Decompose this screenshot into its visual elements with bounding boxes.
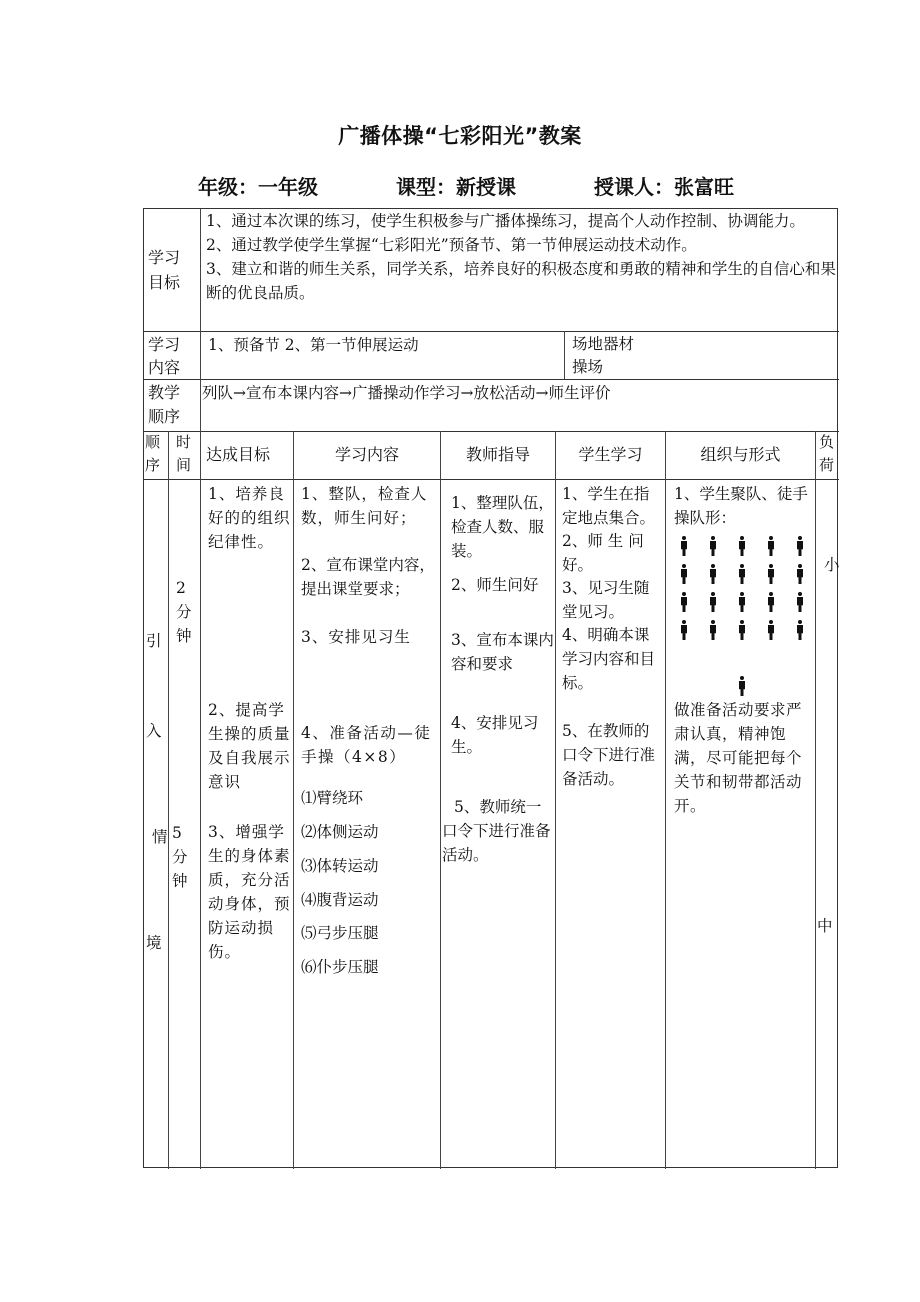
learning-item: ⑹仆步压腿 [301,958,379,976]
label-line: 目标 [148,273,181,292]
student-figure-icon [767,592,775,612]
order-char: 境 [146,934,162,952]
load-value: 中 [817,917,833,935]
load-value: 小 [824,556,840,574]
objectives-label [148,245,198,295]
learning-item: ⑸弓步压腿 [301,924,379,942]
content-value: 1、预备节 2、第一节伸展运动 [208,336,419,354]
header-char: 荷 [819,456,835,474]
label-line: 学习 [148,248,181,267]
organization-cell [674,482,812,818]
header-student: 学生学习 [578,445,643,464]
learning-item: ⑴臂绕环 [301,789,364,807]
teacher-item: 1、整理队伍，检查人数、服装。 [451,494,554,560]
row-divider [144,331,839,332]
time-char: 5 [172,824,182,842]
order-char: 引 [146,632,162,650]
student-figure-icon [709,620,717,640]
student-figure-icon [709,564,717,584]
col-divider [168,431,169,1169]
student-item: 2、师 生 问 好。 [562,532,644,574]
col-divider [665,431,666,1169]
student-item: 4、明确本课学习内容和目标。 [562,626,656,692]
label-line: 内容 [148,358,181,377]
venue-label: 场地器材 [572,335,635,353]
row-divider [144,431,839,432]
goal-item: 1、培养良好的的组织纪律性。 [208,485,291,551]
venue-value: 操场 [572,358,604,376]
teacher-item: 5、教师统一口令下进行准备活动。 [442,798,551,864]
label-line: 顺序 [148,407,181,426]
header-char: 时 [176,433,192,451]
student-figure-icon [680,536,688,556]
student-figure-icon [796,620,804,640]
teacher-figure-icon [738,676,746,696]
student-item: 1、学生在指定地点集合。 [562,485,656,527]
student-item: 5、在教师的口令下进行准备活动。 [562,722,656,788]
student-figure-icon [767,536,775,556]
learning-item: ⑵体侧运动 [301,823,379,841]
col-divider [200,431,201,1169]
learning-item: 1、整队，检查人数，师生问好； [301,485,428,527]
learning-item: 2、宣布课堂内容，提出课堂要求； [301,556,435,598]
header-organization: 组织与形式 [700,445,781,464]
student-figure-icon [680,620,688,640]
learning-item: ⑷腹背运动 [301,891,379,909]
learning-item: 3、安排见习生 [301,628,411,646]
lesson-plan-table [143,208,838,1168]
student-figure-icon [796,564,804,584]
grade-label: 年级：一年级 [198,175,318,199]
col-divider [564,331,565,379]
student-figure-icon [680,592,688,612]
col-divider [555,431,556,1169]
header-order [145,431,167,477]
col-divider [440,431,441,1169]
time-char: 2 [176,579,186,597]
order-char: 入 [146,722,162,740]
time-char: 钟 [172,872,188,890]
content-label [148,333,198,379]
teacher-item: 4、安排见习生。 [451,714,539,756]
student-figure-icon [680,564,688,584]
time-char: 分 [172,848,188,866]
sequence-value: 列队→宣布本课内容→广播操动作学习→放松活动→师生评价 [202,384,611,402]
student-figure-icon [709,592,717,612]
header-char: 顺 [145,433,161,451]
label-line: 学习 [148,335,181,354]
goal-item: 3、增强学生的身体素质，充分活动身体，预防运动损伤。 [208,823,291,961]
header-char: 负 [819,433,835,451]
time-intro [176,576,198,648]
teacher-item: 3、宣布本课内容和要求 [451,631,554,673]
header-char: 序 [145,456,161,474]
col-divider [293,431,294,1169]
organization-intro: 1、学生聚队、徒手操队形： [674,485,808,527]
header-load [819,431,839,477]
time-warmup [172,821,196,893]
row-divider [144,479,839,480]
student-figure-icon [796,536,804,556]
goal-item: 2、提高学生操的质量及自我展示意识 [208,701,291,791]
col-divider [815,431,816,1169]
time-char: 分 [176,603,192,621]
label-line: 教学 [148,383,181,402]
student-figure-icon [738,592,746,612]
objective-item: 2、通过教学使学生掌握“七彩阳光”预备节、第一节伸展运动技术动作。 [206,236,697,254]
student-figure-icon [738,620,746,640]
student-figure-icon [738,536,746,556]
learning-item: 4、准备活动—徒手操（4×8） [301,724,432,766]
sequence-label [148,381,198,429]
document-title: 广播体操“七彩阳光”教案 [338,124,582,148]
objective-item: 1、通过本次课的练习，使学生积极参与广播体操练习，提高个人动作控制、协调能力。 [206,212,805,230]
organization-note: 做准备活动要求严肃认真，精神饱满，尽可能把每个关节和韧带都活动开。 [674,701,803,815]
objective-item: 3、建立和谐的师生关系，同学关系，培养良好的积极态度和勇敢的精神和学生的自信心和果断的优良品质。 [206,260,836,302]
row-divider [144,379,839,380]
student-figure-icon [767,564,775,584]
learning-item: ⑶体转运动 [301,857,379,875]
student-item: 3、见习生随堂见习。 [562,579,650,621]
student-figure-icon [767,620,775,640]
header-learning: 学习内容 [334,445,399,464]
student-figure-icon [709,536,717,556]
lesson-type-label: 课型：新授课 [396,175,516,199]
order-char: 情 [152,828,168,846]
teacher-item: 2、师生问好 [451,576,539,594]
objectives-list [206,209,836,305]
header-time [176,431,198,477]
header-goal: 达成目标 [206,445,271,464]
col-divider [200,209,201,431]
student-figure-icon [738,564,746,584]
header-teacher: 教师指导 [465,445,530,464]
student-figure-icon [796,592,804,612]
header-char: 间 [176,456,192,474]
time-char: 钟 [176,627,192,645]
teacher-label: 授课人：张富旺 [594,175,734,199]
formation-diagram [680,536,812,640]
venue-cell [572,333,832,379]
